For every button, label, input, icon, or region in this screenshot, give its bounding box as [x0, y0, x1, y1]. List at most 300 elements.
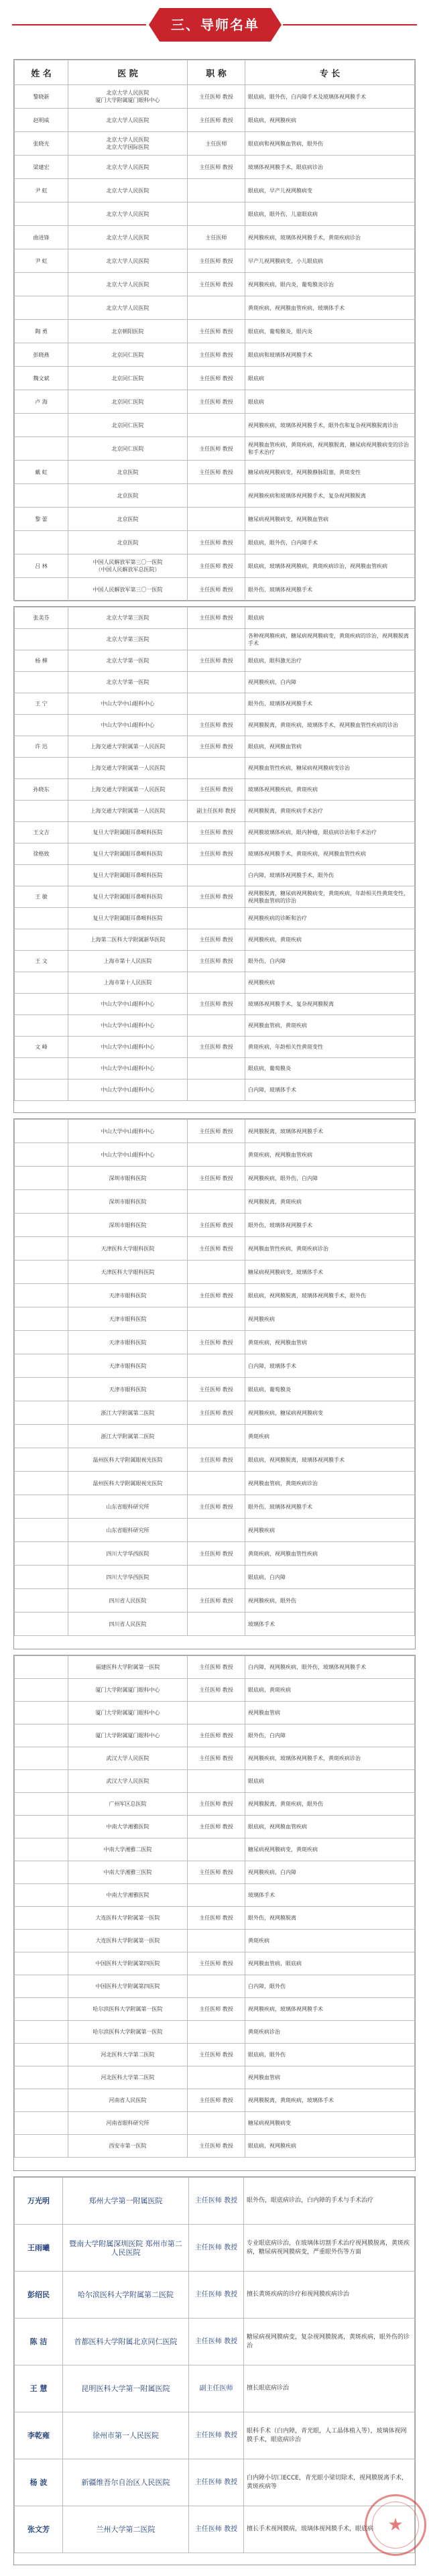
- mentor-hospital: 新疆维吾尔自治区人民医院: [63, 2459, 189, 2506]
- mentor-table-4: [14, 1655, 415, 2158]
- mentor-name: [15, 1354, 68, 1378]
- mentor-title: 主任医师 教授: [188, 437, 245, 461]
- mentor-title: [188, 202, 245, 226]
- mentor-hospital: 中山大学中山眼科中心: [68, 1037, 188, 1058]
- table-row: [15, 1425, 415, 1448]
- mentor-name: [15, 1472, 68, 1495]
- table-row: [15, 2066, 415, 2089]
- mentor-name: 王 文: [15, 951, 68, 972]
- mentor-hospital: 中山大学中山眼科中心: [68, 1143, 188, 1167]
- mentor-title: [188, 414, 245, 437]
- mentor-hospital: 北京大学人民医院: [68, 249, 188, 273]
- mentor-specialty: 白内障，玻璃体手术: [245, 1079, 415, 1101]
- mentor-hospital: 上海交通大学附属第一人民医院: [68, 779, 188, 801]
- table-row: [15, 650, 415, 672]
- table-row: [15, 1401, 415, 1425]
- mentor-specialty: 眼底病，眼外伤: [245, 2044, 415, 2066]
- mentor-name: 陶 勇: [15, 320, 68, 343]
- mentor-name: [15, 437, 68, 461]
- mentor-specialty: 视网膜疾病，眼外伤，白内障: [245, 1167, 415, 1190]
- mentor-hospital: 上海交通大学附属第一人民医院: [68, 801, 188, 822]
- mentor-title: 主任医师 教授: [188, 994, 245, 1015]
- mentor-hospital: 上海市第十人民医院: [68, 951, 188, 972]
- mentor-title: [188, 1472, 245, 1495]
- mentor-hospital: 中南大学湘雅医院: [68, 1816, 188, 1838]
- mentor-hospital: 上海第二医科大学附属新华医院: [68, 929, 188, 951]
- mentor-hospital: 深圳市眼科医院: [68, 1190, 188, 1214]
- mentor-title: 主任医师 教授: [189, 2178, 244, 2225]
- mentor-hospital: 河南省眼科研究所: [68, 2112, 188, 2135]
- mentor-hospital: 北京大学人民医院: [68, 202, 188, 226]
- mentor-name: 张晓光: [15, 132, 68, 156]
- mentor-title: 主任医师 教授: [188, 85, 245, 109]
- mentor-name: [15, 1495, 68, 1519]
- mentor-name: 卢 海: [15, 390, 68, 414]
- mentor-hospital: 徐州市第一人民医院: [63, 2412, 189, 2459]
- mentor-title: 主任医师 教授: [189, 2412, 244, 2459]
- mentor-name: 孙晓东: [15, 779, 68, 801]
- mentor-title: 主任医师 教授: [188, 736, 245, 758]
- table-row: [15, 1331, 415, 1354]
- mentor-title: 主任医师 教授: [188, 1816, 245, 1838]
- mentor-name: 赵明威: [15, 109, 68, 132]
- table-row: [15, 1542, 415, 1566]
- table-row: [15, 1167, 415, 1190]
- table-row: [15, 693, 415, 715]
- mentor-title: 主任医师 教授: [188, 1331, 245, 1354]
- mentor-specialty: 擅长眼底病诊治: [244, 2365, 415, 2412]
- mentor-hospital: 天津市眼科医院: [68, 1284, 188, 1307]
- table-row: [15, 179, 415, 202]
- mentor-specialty: 眼外伤，玻璃体视网膜手术: [245, 693, 415, 715]
- mentor-hospital: 天津市眼科医院: [68, 1354, 188, 1378]
- mentor-name: [15, 1816, 68, 1838]
- mentor-table-section-5: [13, 2176, 416, 2565]
- mentor-hospital: 四川省人民医院: [68, 1589, 188, 1613]
- mentor-name: 陈 洁: [15, 2319, 63, 2365]
- table-row: [15, 1472, 415, 1495]
- mentor-specialty: 视网膜脱离，糖尿病视网膜病变，黄斑疾病，年龄相关性黄斑变性，视网膜血管病的诊治: [245, 886, 415, 908]
- table-row: [15, 1770, 415, 1793]
- mentor-specialty: 白内障，眼外伤: [245, 1975, 415, 1998]
- mentor-specialty: 眼科手术（白内障，青光眼，人工晶体植入等），玻璃体视网膜手术，眼底病诊治: [244, 2412, 415, 2459]
- mentor-specialty: 视网膜玻璃体疾病，眼内肿瘤，眼底病诊治和手术治疗: [245, 822, 415, 843]
- mentor-hospital: 浙江大学附属第二医院: [68, 1401, 188, 1425]
- table-row: [15, 531, 415, 554]
- mentor-hospital: 北京大学第一医院: [68, 650, 188, 672]
- mentor-title: [188, 1261, 245, 1284]
- table-body: [15, 607, 415, 1101]
- mentor-title: [188, 758, 245, 779]
- mentor-hospital: 武汉大学人民医院: [68, 1770, 188, 1793]
- mentor-hospital: 北京大学人民医院: [68, 226, 188, 249]
- table-row: [15, 1861, 415, 1884]
- mentor-hospital: 北京同仁医院: [68, 390, 188, 414]
- table-row: [15, 1952, 415, 1975]
- mentor-title: 主任医师 教授: [188, 367, 245, 390]
- mentor-specialty: 擅长黄斑疾病的诊疗和视网膜疾病诊治: [244, 2272, 415, 2319]
- mentor-hospital: 哈尔滨医科大学附属第一医院: [68, 1998, 188, 2021]
- mentor-specialty: 眼底病，视网膜疾病: [245, 2135, 415, 2158]
- mentor-name: 尹 虹: [15, 249, 68, 273]
- table-row: [15, 578, 415, 601]
- table-row: [15, 484, 415, 508]
- mentor-table-section-1: [13, 59, 416, 601]
- mentor-title: [188, 1613, 245, 1636]
- mentor-specialty: 眼底病，视网膜脱离，玻璃体视网膜手术: [245, 1448, 415, 1472]
- table-row: [15, 822, 415, 843]
- mentor-name: [15, 672, 68, 693]
- mentor-name: 黎 蕾: [15, 508, 68, 531]
- mentor-name: 彭晓燕: [15, 343, 68, 367]
- table-row: [15, 1724, 415, 1747]
- mentor-title: [188, 1975, 245, 1998]
- mentor-hospital: 河北医科大学第二医院: [68, 2044, 188, 2066]
- mentor-title: 主任医师 教授: [188, 607, 245, 629]
- table-body: [15, 85, 415, 601]
- mentor-specialty: 糖尿病视网膜病变，玻璃体手术: [245, 1261, 415, 1284]
- mentor-specialty: 视网膜血管病，黄斑疾病诊治: [245, 1472, 415, 1495]
- mentor-title: 主任医师 教授: [188, 156, 245, 179]
- table-row: [15, 414, 415, 437]
- table-row: [15, 320, 415, 343]
- mentor-title: 主任医师 教授: [188, 1120, 245, 1143]
- mentor-title: 主任医师 教授: [188, 1679, 245, 1702]
- mentor-title: 主任医师: [188, 226, 245, 249]
- mentor-hospital: 北京大学人民医院 北京大学国际医院: [68, 132, 188, 156]
- mentor-specialty: 视网膜疾病，白内障: [245, 672, 415, 693]
- mentor-specialty: 玻璃体视网膜手术，眼底病诊治: [245, 156, 415, 179]
- header-specialty: 专 长: [245, 60, 415, 85]
- mentor-specialty: 眼底病: [245, 607, 415, 629]
- mentor-hospital: 厦门大学附属厦门眼科中心: [68, 1702, 188, 1724]
- table-row: [15, 929, 415, 951]
- mentor-specialty: 眼底病，视网膜血管疾病: [245, 1816, 415, 1838]
- mentor-hospital: 温州医科大学附属眼视光医院: [68, 1472, 188, 1495]
- mentor-title: [188, 1079, 245, 1101]
- table-row: [15, 156, 415, 179]
- mentor-title: [188, 1566, 245, 1589]
- mentor-name: [15, 1331, 68, 1354]
- mentor-name: [15, 629, 68, 650]
- mentor-specialty: 眼底病: [245, 390, 415, 414]
- mentor-hospital: 大连医科大学附属第一医院: [68, 1907, 188, 1930]
- mentor-specialty: 眼底病和视网膜血管病，眼外伤: [245, 132, 415, 156]
- mentor-title: 主任医师 教授: [188, 1214, 245, 1237]
- mentor-title: [188, 1702, 245, 1724]
- mentor-title: 主任医师 教授: [188, 1495, 245, 1519]
- mentor-specialty: 糖尿病视网膜病变，复杂视网膜脱离，黄斑疾病，眼外伤的诊治: [244, 2319, 415, 2365]
- mentor-name: [15, 1120, 68, 1143]
- table-row: [15, 2412, 415, 2459]
- mentor-title: 主任医师 教授: [188, 1037, 245, 1058]
- mentor-hospital: 天津市眼科医院: [68, 1331, 188, 1354]
- mentor-hospital: 厦门大学附属厦门眼科中心: [68, 1724, 188, 1747]
- mentor-name: [15, 1284, 68, 1307]
- mentor-name: [15, 1079, 68, 1101]
- mentor-specialty: 白内障，玻璃体视网膜手术，眼外伤: [245, 865, 415, 886]
- mentor-name: [15, 2044, 68, 2066]
- table-row: [15, 629, 415, 650]
- mentor-name: 黎晓新: [15, 85, 68, 109]
- table-row: [15, 736, 415, 758]
- table-row: [15, 2135, 415, 2158]
- table-body: [15, 2178, 415, 2553]
- mentor-specialty: 眼底病，视网膜疾病: [245, 109, 415, 132]
- table-row: [15, 886, 415, 908]
- mentor-hospital: 复旦大学附属眼耳鼻喉科医院: [68, 822, 188, 843]
- official-seal: [365, 2494, 426, 2556]
- mentor-hospital: 复旦大学附属眼耳鼻喉科医院: [68, 843, 188, 865]
- mentor-specialty: 玻璃体手术: [245, 1613, 415, 1636]
- mentor-specialty: 眼底病，视网膜脱离，玻璃体视网膜手术，眼外伤: [245, 1284, 415, 1307]
- mentor-name: [15, 2112, 68, 2135]
- mentor-name: 李乾雍: [15, 2412, 63, 2459]
- mentor-hospital: 北京大学人民医院: [68, 296, 188, 320]
- mentor-table-2: [14, 607, 415, 1101]
- table-header-row: [15, 60, 415, 85]
- mentor-name: 王 慧: [15, 2365, 63, 2412]
- mentor-title: 主任医师 教授: [188, 1656, 245, 1679]
- table-row: [15, 951, 415, 972]
- mentor-name: [15, 1167, 68, 1190]
- mentor-hospital: 北京医院: [68, 531, 188, 554]
- mentor-name: [15, 908, 68, 929]
- table-row: [15, 461, 415, 484]
- table-row: [15, 2459, 415, 2506]
- mentor-name: 文 峰: [15, 1037, 68, 1058]
- mentor-specialty: 视网膜疾病，玻璃体视网膜手术，黄斑疾病诊治: [245, 1747, 415, 1770]
- mentor-specialty: 眼外伤，白内障: [245, 951, 415, 972]
- table-row: [15, 1656, 415, 1679]
- mentor-hospital: 中国人民解放军第三〇一医院: [68, 578, 188, 601]
- mentor-hospital: 暨南大学附属深圳医院 郑州市第二人民医院: [63, 2225, 189, 2272]
- table-row: [15, 1566, 415, 1589]
- mentor-name: [15, 994, 68, 1015]
- mentor-hospital: 北京医院: [68, 508, 188, 531]
- table-row: [15, 672, 415, 693]
- mentor-hospital: 广州军区总医院: [68, 1793, 188, 1816]
- mentor-specialty: 眼底病，眼外伤，儿童眼底病: [245, 202, 415, 226]
- mentor-name: [15, 296, 68, 320]
- mentor-title: 主任医师 教授: [188, 390, 245, 414]
- mentor-title: 主任医师 教授: [188, 2135, 245, 2158]
- mentor-title: 主任医师 教授: [188, 843, 245, 865]
- mentor-title: 主任医师 教授: [188, 715, 245, 736]
- mentor-name: [15, 1998, 68, 2021]
- table-row: [15, 607, 415, 629]
- mentor-title: 副主任医师: [189, 2365, 244, 2412]
- mentor-name: [15, 1237, 68, 1261]
- table-row: [15, 437, 415, 461]
- table-row: [15, 1998, 415, 2021]
- mentor-title: 主任医师 教授: [188, 650, 245, 672]
- table-row: [15, 1058, 415, 1079]
- mentor-table-section-3: [13, 1118, 416, 1649]
- mentor-hospital: 中国人民解放军第三〇一医院 （中国人民解放军总医院）: [68, 554, 188, 578]
- table-row: [15, 132, 415, 156]
- mentor-specialty: 视网膜疾病: [245, 1307, 415, 1331]
- mentor-hospital: 北京大学第三医院: [68, 629, 188, 650]
- mentor-specialty: 视网膜疾病，玻璃体视网膜手术: [245, 1998, 415, 2021]
- mentor-hospital: 北京大学第一医院: [68, 672, 188, 693]
- mentor-title: [188, 1884, 245, 1907]
- mentor-name: [15, 715, 68, 736]
- mentor-title: 主任医师 教授: [188, 554, 245, 578]
- mentor-name: [15, 531, 68, 554]
- mentor-specialty: 视网膜疾病，眼外伤: [245, 1589, 415, 1613]
- mentor-specialty: 视网膜疾病，糖尿病视网膜病变: [245, 1401, 415, 1425]
- mentor-title: [188, 629, 245, 650]
- table-row: [15, 1679, 415, 1702]
- mentor-title: [188, 1354, 245, 1378]
- table-row: [15, 801, 415, 822]
- table-row: [15, 508, 415, 531]
- table-row: [15, 1448, 415, 1472]
- mentor-hospital: 北京同仁医院: [68, 343, 188, 367]
- mentor-name: 戴 虹: [15, 461, 68, 484]
- table-row: [15, 2044, 415, 2066]
- table-row: [15, 1354, 415, 1378]
- table-row: [15, 1747, 415, 1770]
- table-row: [15, 390, 415, 414]
- mentor-specialty: 视网膜血管疾病，黄斑疾病，视网膜脱离，糖尿病视网膜病变的诊治和手术治疗: [245, 437, 415, 461]
- mentor-name: [15, 758, 68, 779]
- mentor-hospital: 复旦大学附属眼耳鼻喉科医院: [68, 886, 188, 908]
- mentor-name: [15, 1058, 68, 1079]
- mentor-hospital: 中南大学湘雅医院: [68, 1884, 188, 1907]
- mentor-name: [15, 1190, 68, 1214]
- table-row: [15, 908, 415, 929]
- mentor-specialty: 视网膜脱离，玻璃体视网膜手术: [245, 1120, 415, 1143]
- table-row: [15, 1261, 415, 1284]
- mentor-specialty: 眼底病和玻璃体视网膜手术: [245, 343, 415, 367]
- table-row: [15, 715, 415, 736]
- mentor-specialty: 视网膜疾病和玻璃体视网膜手术，复杂视网膜脱离: [245, 484, 415, 508]
- table-row: [15, 1120, 415, 1143]
- mentor-title: [188, 865, 245, 886]
- mentor-specialty: 视网膜血管病，眼底病: [245, 1952, 415, 1975]
- mentor-name: [15, 1378, 68, 1401]
- mentor-name: 许 迅: [15, 736, 68, 758]
- mentor-specialty: 视网膜疾病: [245, 1519, 415, 1542]
- mentor-specialty: 眼底病，早产儿视网膜病变: [245, 179, 415, 202]
- mentor-title: 主任医师 教授: [188, 1724, 245, 1747]
- mentor-name: [15, 1519, 68, 1542]
- mentor-name: 张美芬: [15, 607, 68, 629]
- mentor-specialty: 视网膜疾病，眼内炎，葡萄膜炎诊治: [245, 273, 415, 296]
- mentor-specialty: 玻璃体视网膜疾病，黄斑疾病: [245, 779, 415, 801]
- table-row: [15, 779, 415, 801]
- mentor-specialty: 眼外伤，玻璃体视网膜手术: [245, 1495, 415, 1519]
- mentor-hospital: 北京大学人民医院: [68, 109, 188, 132]
- mentor-hospital: 北京同仁医院: [68, 367, 188, 390]
- mentor-hospital: 天津医科大学眼科医院: [68, 1237, 188, 1261]
- mentor-hospital: 北京医院: [68, 484, 188, 508]
- mentor-hospital: 上海市第十人民医院: [68, 972, 188, 994]
- mentor-hospital: 中山大学中山眼科中心: [68, 1058, 188, 1079]
- mentor-name: 魏文斌: [15, 367, 68, 390]
- mentor-specialty: 眼底病，黄斑疾病: [245, 1679, 415, 1702]
- right-header-rule: [283, 24, 417, 25]
- mentor-name: [15, 202, 68, 226]
- mentor-hospital: 北京大学人民医院: [68, 273, 188, 296]
- mentor-specialty: 黄斑疾病，视网膜血管病: [245, 1331, 415, 1354]
- mentor-title: 主任医师 教授: [188, 1401, 245, 1425]
- mentor-hospital: 中山大学中山眼科中心: [68, 1015, 188, 1037]
- mentor-name: [15, 1656, 68, 1679]
- mentor-specialty: 视网膜疾病，黄斑疾病: [245, 929, 415, 951]
- table-row: [15, 296, 415, 320]
- mentor-hospital: 中国医科大学附属第四医院: [68, 1952, 188, 1975]
- mentor-hospital: 昆明医科大学第一附属医院: [63, 2365, 189, 2412]
- mentor-title: 主任医师 教授: [188, 1167, 245, 1190]
- table-row: [15, 2178, 415, 2225]
- mentor-specialty: 黄斑疾病诊治: [245, 2021, 415, 2044]
- mentor-specialty: 玻璃体视网膜手术，复杂视网膜脱离: [245, 994, 415, 1015]
- table-row: [15, 1519, 415, 1542]
- table-row: [15, 249, 415, 273]
- mentor-name: 王 宁: [15, 693, 68, 715]
- header-hospital: 医 院: [68, 60, 188, 85]
- mentor-hospital: 中山大学中山眼科中心: [68, 715, 188, 736]
- mentor-hospital: 山东省眼科研究所: [68, 1519, 188, 1542]
- table-row: [15, 367, 415, 390]
- mentor-title: 主任医师 教授: [188, 1793, 245, 1816]
- mentor-hospital: 北京同仁医院: [68, 414, 188, 437]
- mentor-hospital: 中山大学中山眼科中心: [68, 693, 188, 715]
- mentor-hospital: 四川省人民医院: [68, 1613, 188, 1636]
- mentor-title: 主任医师 教授: [188, 822, 245, 843]
- mentor-name: [15, 1884, 68, 1907]
- table-row: [15, 85, 415, 109]
- table-row: [15, 226, 415, 249]
- mentor-hospital: 首都医科大学附属北京同仁医院: [63, 2319, 189, 2365]
- mentor-title: 主任医师 教授: [188, 1378, 245, 1401]
- mentor-specialty: 眼外伤，玻璃体视网膜手术: [245, 578, 415, 601]
- mentor-name: 万光明: [15, 2178, 63, 2225]
- mentor-title: [188, 2112, 245, 2135]
- mentor-specialty: 视网膜脱离，黄斑疾病，眼外伤: [245, 1793, 415, 1816]
- mentor-name: [15, 1952, 68, 1975]
- mentor-title: [188, 1519, 245, 1542]
- mentor-title: [188, 1307, 245, 1331]
- mentor-title: [188, 1058, 245, 1079]
- table-row: [15, 2089, 415, 2112]
- mentor-hospital: 上海交通大学附属第一人民医院: [68, 736, 188, 758]
- mentor-name: [15, 1425, 68, 1448]
- mentor-hospital: 北京大学人民医院: [68, 179, 188, 202]
- mentor-title: 主任医师 教授: [188, 273, 245, 296]
- mentor-specialty: 眼底病，玻璃体视网膜病，黄斑疾病诊治，视网膜血管疾病: [245, 554, 415, 578]
- mentor-name: [15, 1907, 68, 1930]
- mentor-hospital: 四川大学华西医院: [68, 1566, 188, 1589]
- table-row: [15, 2021, 415, 2044]
- mentor-hospital: 北京同仁医院: [68, 437, 188, 461]
- mentor-specialty: 视网膜血管病: [245, 2066, 415, 2089]
- mentor-hospital: 哈尔滨医科大学附属第二医院: [63, 2272, 189, 2319]
- mentor-specialty: 视网膜血管病，黄斑疾病: [245, 1015, 415, 1037]
- table-row: [15, 1793, 415, 1816]
- mentor-specialty: 眼底病，葡萄膜炎: [245, 1378, 415, 1401]
- table-row: [15, 1378, 415, 1401]
- mentor-hospital: 中南大学湘雅二医院: [68, 1838, 188, 1861]
- mentor-table-1: [14, 60, 415, 601]
- mentor-title: [188, 1838, 245, 1861]
- mentor-name: 张文芳: [15, 2506, 63, 2553]
- mentor-name: 梁建宏: [15, 156, 68, 179]
- mentor-specialty: 眼底病，眼外伤，白内障手术及玻璃体视网膜手术: [245, 85, 415, 109]
